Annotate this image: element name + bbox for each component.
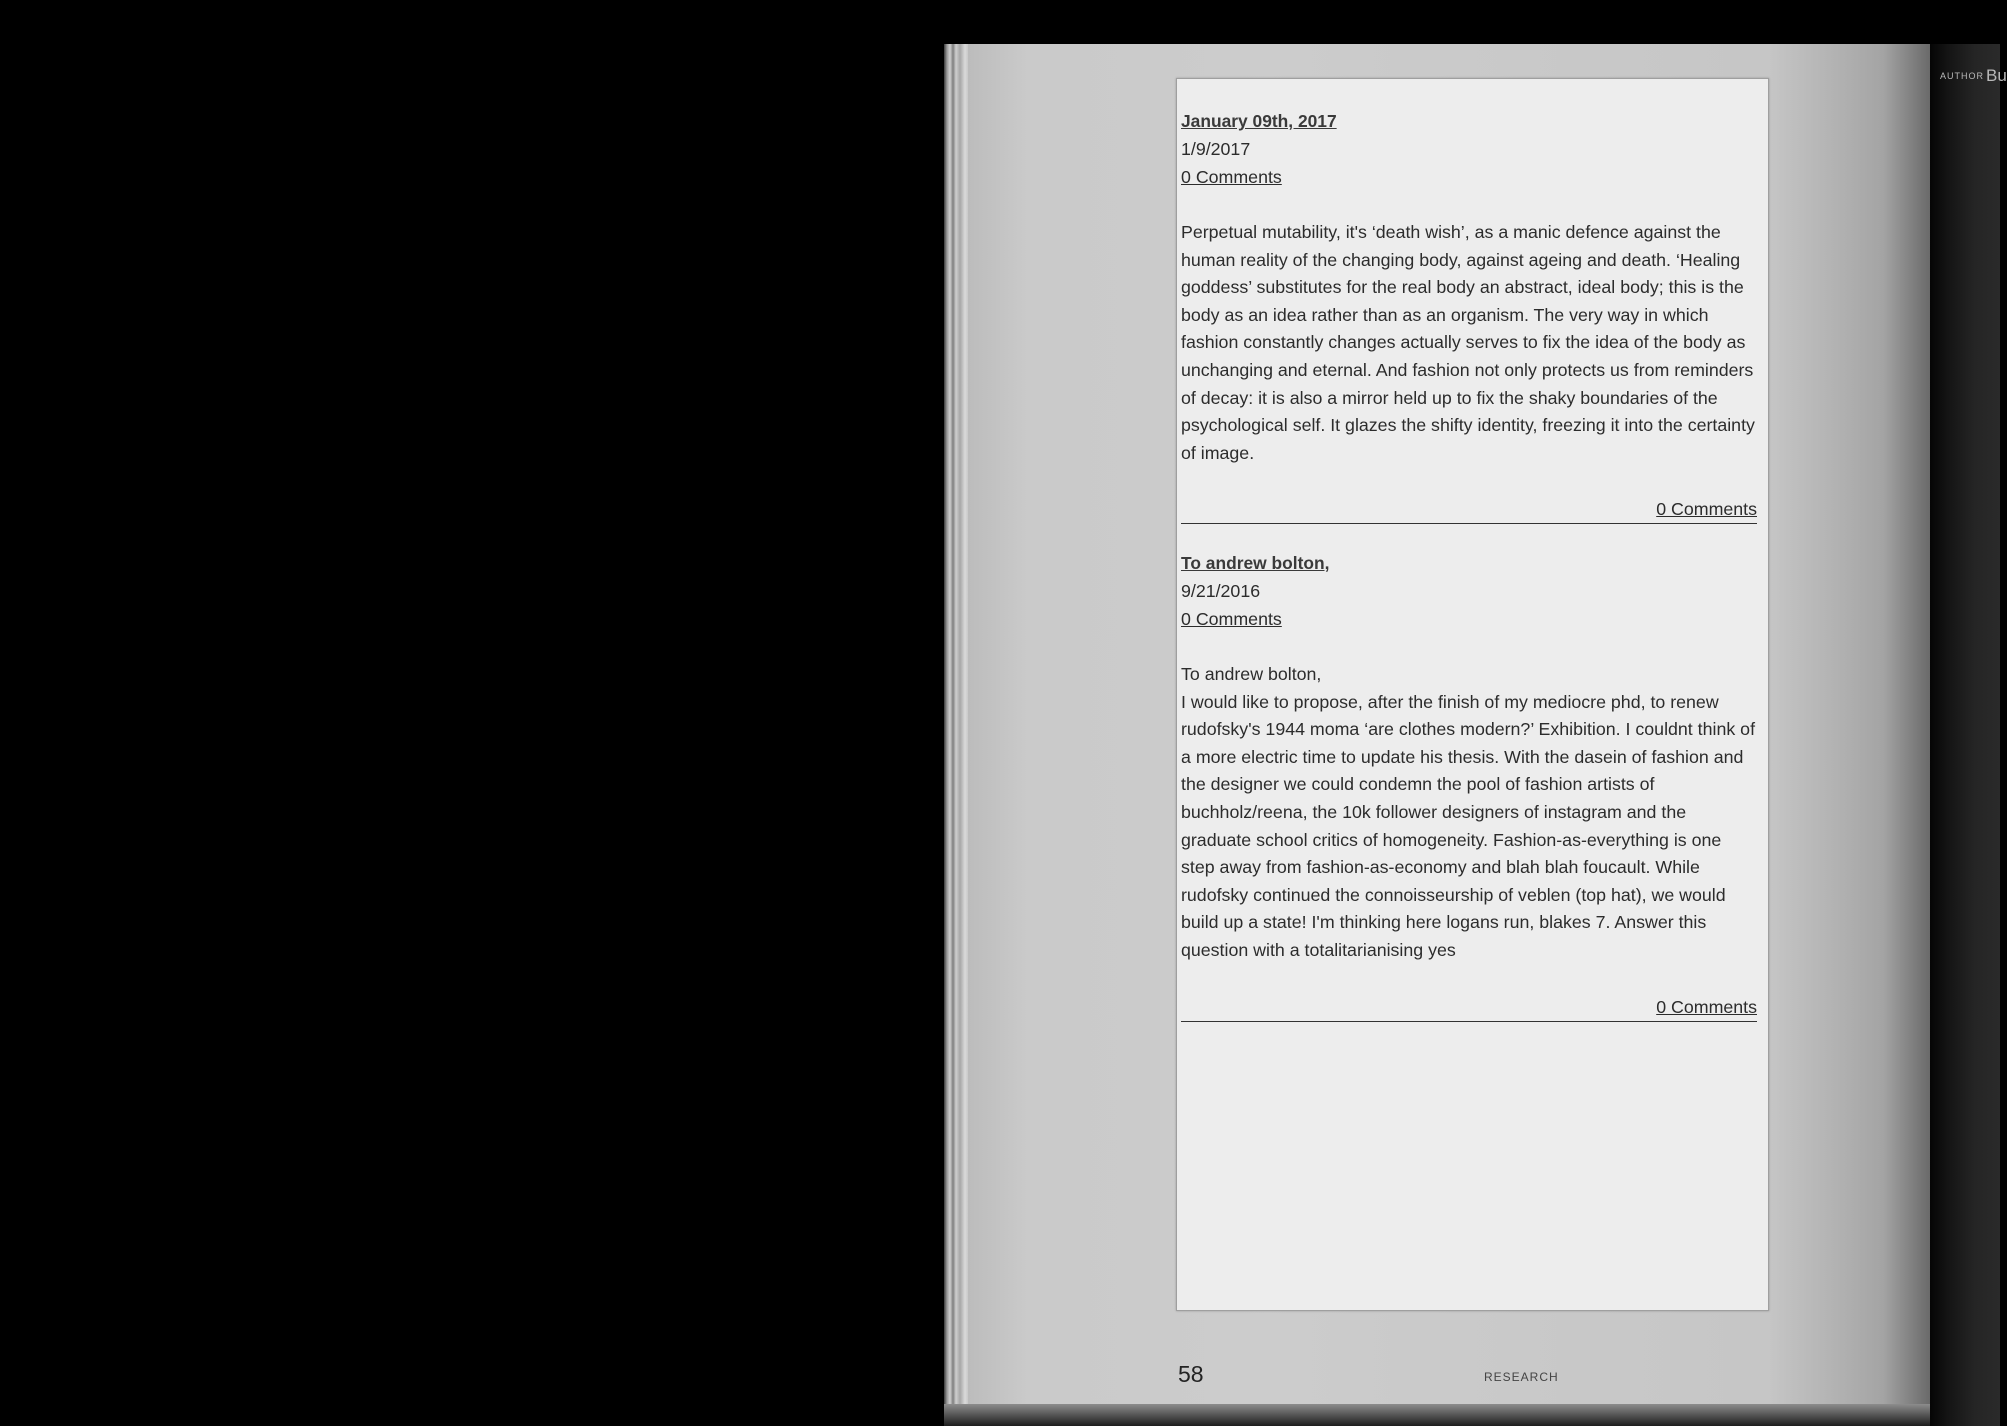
facing-page xyxy=(1930,44,2000,1426)
running-head xyxy=(1940,66,2007,86)
post-footer-comments-link[interactable]: 0 Comments xyxy=(1656,499,1757,520)
blog-screenshot xyxy=(1176,78,1769,1311)
post-date: 1/9/2017 xyxy=(1181,139,1251,159)
running-head-author: Bu xyxy=(1986,66,2007,85)
post-title[interactable]: January 09th, 2017 xyxy=(1181,111,1337,131)
post-footer-comments-link[interactable]: 0 Comments xyxy=(1656,996,1757,1017)
section-label: RESEARCH xyxy=(1484,1370,1559,1384)
post-title[interactable]: To andrew bolton, xyxy=(1181,553,1330,573)
post-footer xyxy=(1181,994,1757,1022)
post-body xyxy=(1181,219,1757,467)
post-footer xyxy=(1181,496,1757,524)
blog-post xyxy=(1181,549,1757,1022)
post-comments-link[interactable]: 0 Comments xyxy=(1181,167,1282,187)
post-paragraph: I would like to propose, after the finish of my mediocre phd, to renew rudofsky's 1944 moma ‘are clothes modern?’ Exhibition. I couldnt think of a more electric time to update his thesis. With the dasein of fashion and the designer we could condemn the pool of fashion artists of buchholz/reena, the 10k follower designers of instagram and the graduate school critics of homogeneity. Fashion-as-everything is one step away from fashion-as-economy and blah blah foucault. While rudofsky continued the connoisseurship of veblen (top hat), we would build up a state! I'm thinking here logans run, blakes 7. Answer this question with a totalitarianising yes xyxy=(1181,691,1756,960)
post-paragraph: Perpetual mutability, it's ‘death wish’, as a manic defence against the human reality of the changing body, against ageing and death. ‘Healing goddess’ substitutes for the real body an abstract, ideal body; this is the body as an idea rather than as an organism. The very way in which fashion constantly changes actually serves to fix the idea of the body as unchanging and eternal. And fashion not only protects us from reminders of decay: it is also a mirror held up to fix the shaky boundaries of the psychological self. It glazes the shifty identity, freezing it into the certainty of image. xyxy=(1181,222,1755,463)
page-number: 58 xyxy=(1178,1361,1204,1387)
running-head-label: AUTHOR xyxy=(1940,71,1984,81)
post-salutation: To andrew bolton, xyxy=(1181,664,1322,684)
post-date: 9/21/2016 xyxy=(1181,581,1261,601)
blog-post xyxy=(1181,107,1757,524)
post-comments-link[interactable]: 0 Comments xyxy=(1181,609,1282,629)
page-bottom-shadow xyxy=(944,1404,1930,1426)
post-body xyxy=(1181,661,1757,965)
